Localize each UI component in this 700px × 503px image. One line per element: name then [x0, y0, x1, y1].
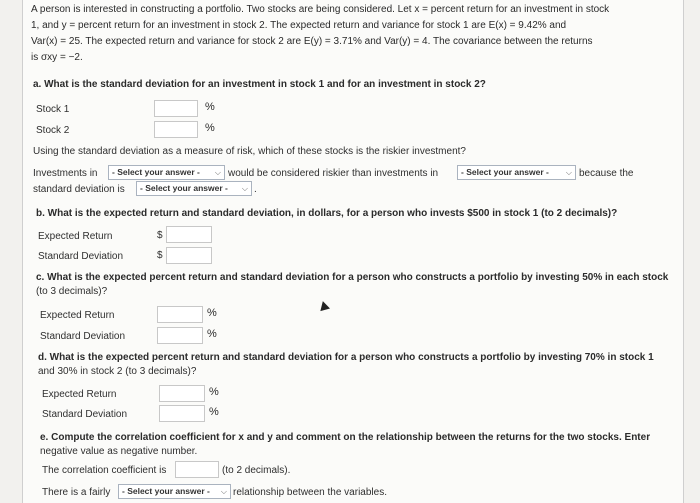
part-e-question-1: e. Compute the correlation coefficient for x and y and comment on the relationship between the returns for the two stocks. Enter [40, 432, 651, 443]
b-expected-currency: $ [157, 230, 163, 241]
stock2-unit: % [205, 122, 215, 134]
d-expected-input[interactable] [159, 385, 205, 402]
chevron-down-icon: ⌵ [214, 168, 221, 177]
b-std-label: Standard Deviation [38, 251, 124, 262]
stock1-unit: % [205, 101, 215, 113]
b-expected-input[interactable] [166, 226, 212, 243]
corr-label: The correlation coefficient is [42, 465, 167, 476]
risk-sentence-3: because the [579, 168, 634, 179]
stock2-label: Stock 2 [36, 125, 70, 136]
stock2-std-input[interactable] [154, 121, 198, 138]
part-c-question-1: c. What is the expected percent return and standard deviation for a person who constructs a portfolio by investing 50% in each stock [36, 272, 669, 283]
risk-sentence-2: would be considered riskier than investments in [228, 168, 439, 179]
c-std-input[interactable] [157, 327, 203, 344]
part-d-question-2: and 30% in stock 2 (to 3 decimals)? [38, 366, 197, 377]
chevron-down-icon: ⌵ [241, 184, 248, 193]
stock1-std-input[interactable] [154, 100, 198, 117]
part-b-question: b. What is the expected return and standard deviation, in dollars, for a person who invests $500 in stock 1 (to 2 decimals)? [36, 208, 618, 219]
corr-note: (to 2 decimals). [222, 465, 291, 476]
relationship-select[interactable]: - Select your answer - ⌵ [118, 484, 231, 499]
less-risky-stock-select[interactable]: - Select your answer - ⌵ [457, 165, 576, 180]
risk-question: Using the standard deviation as a measure of risk, which of these stocks is the riskier investment? [33, 146, 466, 157]
part-c-question-2: (to 3 decimals)? [36, 286, 108, 297]
c-expected-label: Expected Return [40, 310, 115, 321]
b-std-input[interactable] [166, 247, 212, 264]
d-std-input[interactable] [159, 405, 205, 422]
fairly-sentence-2: relationship between the variables. [233, 487, 387, 498]
std-comparison-select[interactable]: - Select your answer - ⌵ [136, 181, 252, 196]
part-e-question-2: negative value as negative number. [40, 446, 198, 457]
c-expected-unit: % [207, 307, 217, 319]
question-panel [22, 0, 684, 503]
d-expected-unit: % [209, 386, 219, 398]
c-expected-input[interactable] [157, 306, 203, 323]
risk-sentence-4: standard deviation is [33, 184, 125, 195]
corr-input[interactable] [175, 461, 219, 478]
stock1-label: Stock 1 [36, 104, 70, 115]
d-expected-label: Expected Return [42, 389, 117, 400]
b-expected-label: Expected Return [38, 231, 113, 242]
chevron-down-icon: ⌵ [220, 487, 227, 496]
c-std-label: Standard Deviation [40, 331, 126, 342]
c-std-unit: % [207, 328, 217, 340]
problem-intro: A person is interested in constructing a portfolio. Two stocks are being considered. Let x = percent return for an investment in stock 1, and y = percent return for an investment in stock 2. The expected return and variance for stock 1 are E(x) = 9.42% and Var(x) = 25. The expected return and variance for stock 2 are E(y) = 3.71% and Var(y) = 4. The covariance between the returns is σxy = −2. [31, 4, 610, 63]
period: . [254, 184, 257, 195]
riskier-stock-select[interactable]: - Select your answer - ⌵ [108, 165, 225, 180]
b-std-currency: $ [157, 250, 163, 261]
fairly-sentence-1: There is a fairly [42, 487, 111, 498]
part-a-question: a. What is the standard deviation for an investment in stock 1 and for an investment in stock 2? [33, 79, 486, 90]
d-std-unit: % [209, 406, 219, 418]
d-std-label: Standard Deviation [42, 409, 128, 420]
chevron-down-icon: ⌵ [565, 168, 572, 177]
part-d-question-1: d. What is the expected percent return and standard deviation for a person who constructs a portfolio by investing 70% in stock 1 [38, 352, 654, 363]
mouse-cursor-icon [318, 300, 330, 311]
risk-sentence-1: Investments in [33, 168, 98, 179]
